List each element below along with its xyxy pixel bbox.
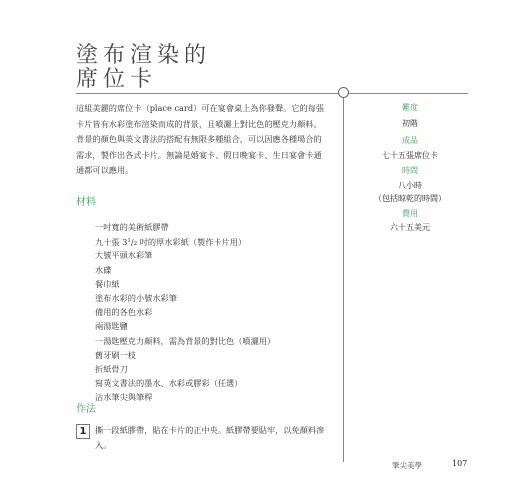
- material-item: 備用的各色水彩: [95, 307, 153, 318]
- divider-circle-ornament: [338, 87, 349, 98]
- material-item: 沾水筆尖與筆桿: [95, 392, 153, 403]
- intro-paragraph: [76, 101, 342, 179]
- material-item: 餐巾紙: [95, 278, 120, 289]
- page-number: 107: [452, 459, 468, 468]
- fraction-denominator: 2: [133, 241, 138, 248]
- step-number-badge: 1: [76, 424, 90, 439]
- material-item: 一吋寬的美術紙膠帶: [95, 222, 169, 232]
- steps-heading: 作法: [76, 404, 96, 415]
- difficulty-label: 難度: [402, 103, 418, 112]
- intro-line: 卡片皆有水彩塗布渲染而成的背景，且噴灑上對比色的壓克力顏料。: [76, 118, 322, 129]
- material-item: 舊牙刷一枝: [95, 349, 136, 360]
- step-1-text: [95, 423, 337, 453]
- materials-list: [95, 220, 275, 404]
- materials-heading: 材料: [76, 197, 96, 208]
- material-item: 折紙骨刀: [95, 363, 128, 374]
- page-title-line-2: 席位卡: [76, 67, 158, 92]
- material-item: 一湯匙壓克力顏料，需為背景的對比色（噴灑用）: [95, 335, 276, 346]
- result-value: 七十五張席位卡: [382, 151, 438, 160]
- time-note: （包括晾乾的時間）: [374, 194, 446, 203]
- intro-line: 需求，製作出各式卡片。無論是婚宴卡、假日晚宴卡、生日宴會卡通: [76, 149, 322, 160]
- cost-label: 費用: [402, 209, 418, 218]
- fraction-slash: /: [130, 237, 134, 248]
- material-item-text: 九十張 3: [95, 237, 128, 248]
- material-item: [95, 234, 275, 248]
- result-label: 成品: [402, 136, 418, 145]
- column-divider: [343, 98, 344, 462]
- step-line: 撕一段紙膠帶，貼在卡片的正中央。紙膠帶要貼牢，以免顏料滲: [95, 425, 325, 435]
- intro-line: 通都可以應用。: [76, 165, 134, 176]
- book-title-footer: 筆尖美學: [392, 461, 422, 470]
- material-item: 寫英文書法的墨水、水彩或膠彩（任選）: [95, 378, 243, 389]
- page-title-line-1: 塗布渲染的: [76, 43, 212, 68]
- cost-value: 六十五美元: [390, 223, 430, 232]
- material-item: 兩湯匙鹽: [95, 321, 128, 332]
- time-value: 八小時: [398, 181, 422, 190]
- material-item: 大號平頭水彩筆: [95, 250, 153, 261]
- fraction-numerator: 1: [127, 238, 131, 245]
- material-item: 塗布水彩的小號水彩筆: [95, 292, 177, 303]
- intro-line: 背景的顏色與英文書法的搭配有無限多種組合，可以因應各種場合的: [76, 134, 322, 145]
- material-item: 水碟: [95, 264, 112, 275]
- title-divider-left: [76, 93, 340, 94]
- title-divider-right: [348, 93, 468, 94]
- difficulty-value: 初階: [402, 119, 418, 128]
- time-label: 時間: [402, 166, 418, 175]
- intro-line: 這組美麗的席位卡（place card）可在宴會桌上為你發聲。它的每張: [76, 103, 325, 113]
- step-line: 入。: [95, 440, 112, 450]
- material-item-text-rest: 吋的厚水彩紙（製作卡片用）: [137, 237, 247, 248]
